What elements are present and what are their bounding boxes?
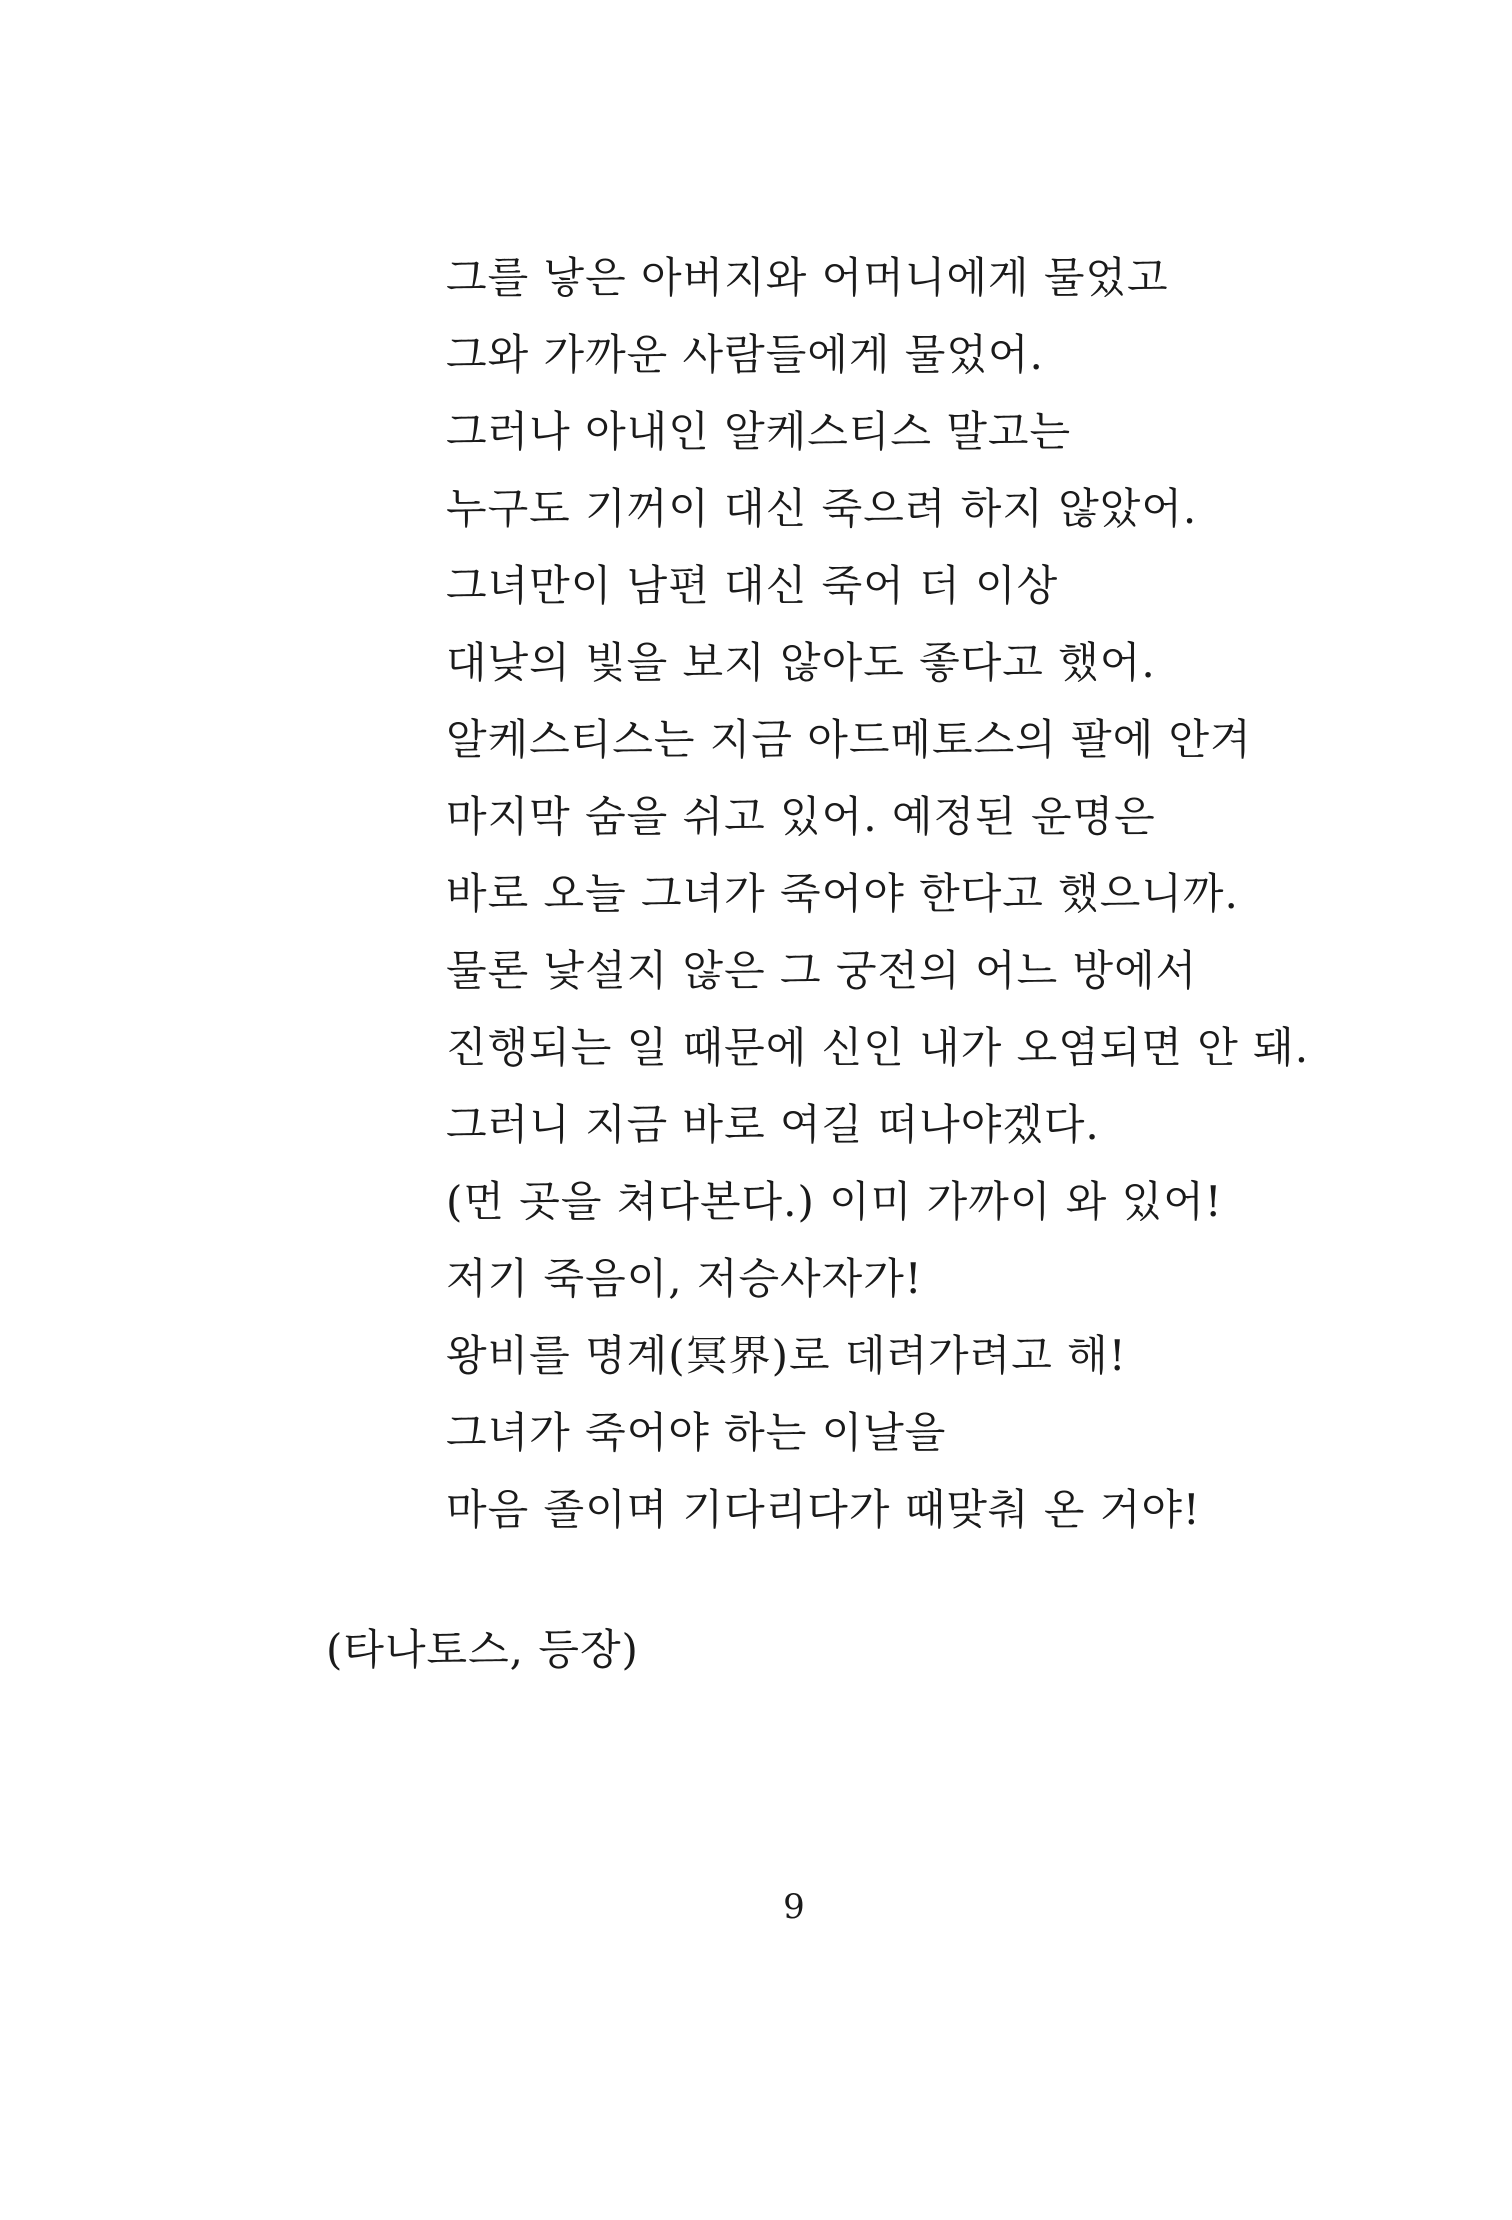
verse-block: [446, 248, 1346, 1557]
stage-direction: (타나토스, 등장): [326, 1625, 639, 1674]
verse-line: 물론 낯설지 않은 그 궁전의 어느 방에서: [446, 946, 1198, 995]
verse-line: 그러니 지금 바로 여길 떠나야겠다.: [446, 1100, 1100, 1149]
page-number: 9: [783, 1887, 805, 1927]
verse-line: 그러나 아내인 알케스티스 말고는: [446, 407, 1072, 456]
verse-line: 알케스티스는 지금 아드메토스의 팔에 안겨: [446, 715, 1252, 764]
verse-line: 대낮의 빛을 보지 않아도 좋다고 했어.: [446, 638, 1156, 687]
verse-line: (먼 곳을 쳐다본다.) 이미 가까이 와 있어!: [446, 1177, 1223, 1226]
verse-line: 진행되는 일 때문에 신인 내가 오염되면 안 돼.: [446, 1023, 1310, 1072]
verse-line: 왕비를 명계(冥界)로 데려가려고 해!: [446, 1331, 1127, 1380]
verse-line: 그녀만이 남편 대신 죽어 더 이상: [446, 561, 1059, 610]
verse-line: 바로 오늘 그녀가 죽어야 한다고 했으니까.: [446, 869, 1239, 918]
verse-line: 마음 졸이며 기다리다가 때맞춰 온 거야!: [446, 1485, 1201, 1534]
verse-line: 그를 낳은 아버지와 어머니에게 물었고: [446, 253, 1169, 302]
verse-line: 그녀가 죽어야 하는 이날을: [446, 1408, 947, 1457]
verse-line: 그와 가까운 사람들에게 물었어.: [446, 330, 1044, 379]
verse-line: 누구도 기꺼이 대신 죽으려 하지 않았어.: [446, 484, 1198, 533]
verse-line: 저기 죽음이, 저승사자가!: [446, 1254, 923, 1303]
verse-line: 마지막 숨을 쉬고 있어. 예정된 운명은: [446, 792, 1156, 841]
